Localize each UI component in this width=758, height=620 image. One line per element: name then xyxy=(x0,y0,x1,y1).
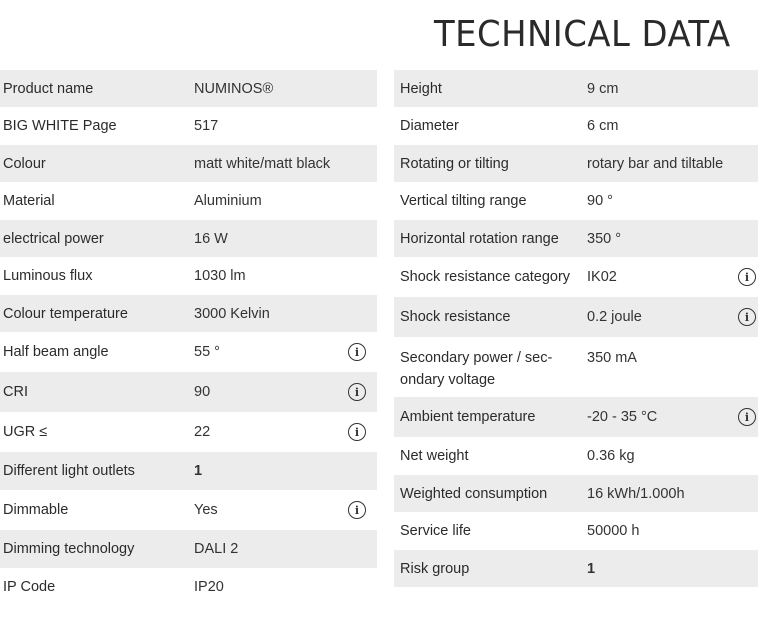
spec-row-horizontal-rotation-range xyxy=(394,220,758,257)
spec-value: 350 ° xyxy=(587,230,622,247)
spec-value: matt white/matt black xyxy=(194,155,331,172)
spec-label: Colour temperature xyxy=(3,305,128,322)
info-icon[interactable]: i xyxy=(348,343,366,361)
spec-label: Dimming technology xyxy=(3,541,135,557)
spec-value: IK02 xyxy=(587,269,617,285)
spec-label: Colour xyxy=(3,155,46,172)
spec-label: Different light outlets xyxy=(3,463,135,479)
spec-label: IP Code xyxy=(3,579,56,595)
spec-value: 9 cm xyxy=(587,80,619,97)
spec-label: electrical power xyxy=(3,230,104,247)
spec-value: 90 xyxy=(194,384,211,400)
spec-row-service-life xyxy=(394,512,758,550)
spec-value: 0.2 joule xyxy=(587,309,642,325)
spec-label: Half beam angle xyxy=(3,344,109,360)
spec-value: 3000 Kelvin xyxy=(194,305,270,322)
spec-label: Rotating or tilting xyxy=(400,155,509,172)
spec-label: Product name xyxy=(3,80,94,97)
spec-row-material xyxy=(0,182,377,220)
spec-row-ugr xyxy=(0,412,377,452)
spec-value: 350 mA xyxy=(587,350,637,366)
spec-value: 517 xyxy=(194,118,219,134)
spec-row-ambient-temperature xyxy=(394,397,758,437)
spec-row-cri xyxy=(0,372,377,412)
spec-label: Luminous flux xyxy=(3,268,93,284)
spec-label: Vertical tilting range xyxy=(400,193,527,209)
spec-row-dimming-technology xyxy=(0,530,377,568)
spec-row-luminous-flux xyxy=(0,257,377,295)
spec-row-big-white-page xyxy=(0,107,377,145)
spec-value: 1 xyxy=(194,463,203,479)
spec-value: 6 cm xyxy=(587,118,619,134)
spec-row-different-light-outlets xyxy=(0,452,377,490)
spec-row-product-name xyxy=(0,70,377,107)
spec-label: Risk group xyxy=(400,560,470,577)
spec-row-rotating-or-tilting xyxy=(394,145,758,182)
spec-row-half-beam-angle xyxy=(0,332,377,372)
spec-row-colour-temperature xyxy=(0,295,377,332)
spec-row-risk-group xyxy=(394,550,758,587)
spec-value: 16 W xyxy=(194,230,228,247)
spec-value: 50000 h xyxy=(587,523,640,539)
spec-row-shock-resistance-category xyxy=(394,257,758,297)
spec-value: DALI 2 xyxy=(194,541,239,557)
spec-row-colour xyxy=(0,145,377,182)
spec-row-secondary-power xyxy=(394,337,758,397)
spec-label: Horizontal rotation range xyxy=(400,230,559,247)
spec-label: Dimmable xyxy=(3,502,69,518)
spec-label: Ambient temperature xyxy=(400,409,536,425)
right-spec-table xyxy=(394,70,758,587)
spec-value: 1 xyxy=(587,560,596,577)
info-icon[interactable]: i xyxy=(738,308,756,326)
info-icon[interactable]: i xyxy=(348,423,366,441)
info-icon[interactable]: i xyxy=(738,268,756,286)
spec-row-diameter xyxy=(394,107,758,145)
spec-label: Secondary power / sec- ondary voltage xyxy=(400,350,553,388)
spec-row-electrical-power xyxy=(0,220,377,257)
spec-value: NUMINOS® xyxy=(194,80,274,97)
spec-label: Diameter xyxy=(400,118,459,134)
spec-row-weighted-consumption xyxy=(394,475,758,512)
spec-label: Height xyxy=(400,80,442,97)
spec-row-dimmable xyxy=(0,490,377,530)
spec-label: UGR ≤ xyxy=(3,424,48,440)
spec-label: BIG WHITE Page xyxy=(3,118,117,134)
spec-row-height xyxy=(394,70,758,107)
spec-value: 1030 lm xyxy=(194,268,246,284)
info-icon[interactable]: i xyxy=(348,501,366,519)
spec-row-shock-resistance xyxy=(394,297,758,337)
spec-value: 55 ° xyxy=(194,344,220,360)
spec-label: Shock resistance xyxy=(400,309,511,325)
spec-value: 90 ° xyxy=(587,193,613,209)
left-spec-table xyxy=(0,70,377,606)
info-icon[interactable]: i xyxy=(738,408,756,426)
spec-value: IP20 xyxy=(194,579,224,595)
spec-label: Service life xyxy=(400,523,471,539)
spec-row-ip-code xyxy=(0,568,377,606)
spec-row-net-weight xyxy=(394,437,758,475)
spec-value: rotary bar and tiltable xyxy=(587,155,724,172)
spec-value: Yes xyxy=(194,502,218,518)
spec-label: Shock resistance category xyxy=(400,269,571,285)
spec-value: Aluminium xyxy=(194,193,262,209)
spec-label: Weighted consumption xyxy=(400,485,548,502)
spec-value: 22 xyxy=(194,424,211,440)
spec-label: CRI xyxy=(3,384,28,400)
spec-value: 16 kWh/1.000h xyxy=(587,485,685,502)
spec-value: 0.36 kg xyxy=(587,448,635,464)
spec-row-vertical-tilting-range xyxy=(394,182,758,220)
info-icon[interactable]: i xyxy=(348,383,366,401)
page-title: TECHNICAL DATA xyxy=(434,14,731,55)
spec-label: Net weight xyxy=(400,448,469,464)
spec-value: -20 - 35 °C xyxy=(587,409,658,425)
spec-label: Material xyxy=(3,193,55,209)
